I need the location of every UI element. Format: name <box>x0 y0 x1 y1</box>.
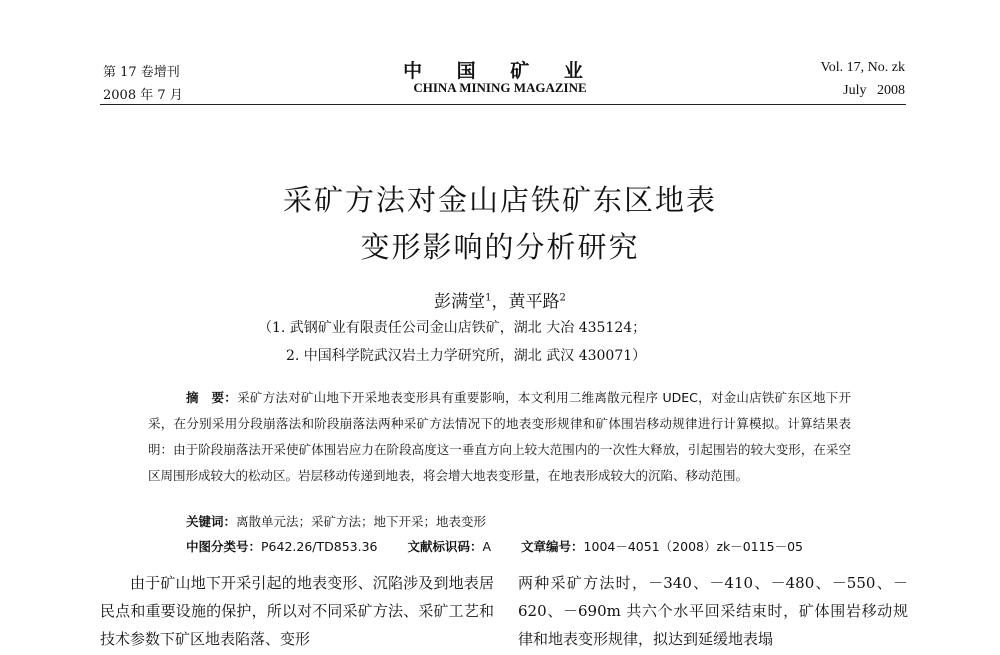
journal-name-cn: 中 国 矿 业 <box>403 60 597 82</box>
clc-label: 中图分类号： <box>186 539 262 554</box>
volume-label-en: Vol. 17, No. zk <box>820 60 905 75</box>
header-rule <box>100 104 906 105</box>
body-left-column: 由于矿山地下开采引起的地表变形、沉陷涉及到地表居民点和重要设施的保护，所以对不同采矿方法、采矿工艺和技术参数下矿区地表陷落、变形 <box>100 574 494 648</box>
abstract-text: 采矿方法对矿山地下开采地表变形具有重要影响，本文利用二维离散元程序 UDEC，对金山店铁矿东区地下开采，在分别采用分段崩落法和阶段崩落法两种采矿方法情况下的地表变形规律和矿体围岩移动规律进行计算模拟。计算结果表明：由于阶段崩落法开采使矿体围岩应力在阶段高度这一垂直方向上较大范围内的一次性大释放，引起围岩的较大变形，在采空区周围形成较大的松动区。岩层移动传递到地表，将会增大地表变形量，在地表形成较大的沉陷、移动范围。 <box>148 390 851 483</box>
doc-code-value: A <box>482 539 492 554</box>
body-right-column: 两种采矿方法时，－340、－410、－480、－550、－620、－690m 共六个水平回采结束时，矿体围岩移动规律和地表变形规律，拟达到延缓地表塌 <box>518 574 908 648</box>
article-number-value: 1004－4051（2008）zk－0115－05 <box>583 539 803 554</box>
title-line-1: 采矿方法对金山店铁矿东区地表 <box>282 183 717 217</box>
keywords <box>186 512 486 530</box>
doc-code-label: 文献标识码： <box>407 539 483 554</box>
abstract <box>148 385 851 489</box>
affiliation-1: （1. 武钢矿业有限责任公司金山店铁矿，湖北 大冶 435124； <box>258 320 647 336</box>
affiliation-2: 2. 中国科学院武汉岩土力学研究所，湖北 武汉 430071） <box>286 348 647 364</box>
author-1: 彭满堂 <box>434 292 486 312</box>
journal-name-en: CHINA MINING MAGAZINE <box>413 80 587 95</box>
date-label-cn: 2008 年 7 月 <box>103 88 183 103</box>
volume-label-cn: 第 17 卷增刊 <box>103 65 180 80</box>
article-number-label: 文章编号： <box>521 539 584 554</box>
date-label-en: July 2008 <box>843 83 905 98</box>
clc-value: P642.26/TD853.36 <box>261 539 378 554</box>
title-line-2: 变形影响的分析研究 <box>360 230 640 264</box>
keywords-text: 离散单元法；采矿方法；地下开采；地表变形 <box>236 514 487 529</box>
authors <box>0 287 1000 312</box>
keywords-label: 关键词： <box>186 514 237 529</box>
author-separator: ， <box>491 292 509 312</box>
author-2: 黄平路 <box>508 292 560 312</box>
classification-line <box>186 537 803 555</box>
author-2-mark: 2 <box>559 292 566 304</box>
author-1-mark: 1 <box>485 292 492 304</box>
abstract-label: 摘 要： <box>186 390 238 405</box>
